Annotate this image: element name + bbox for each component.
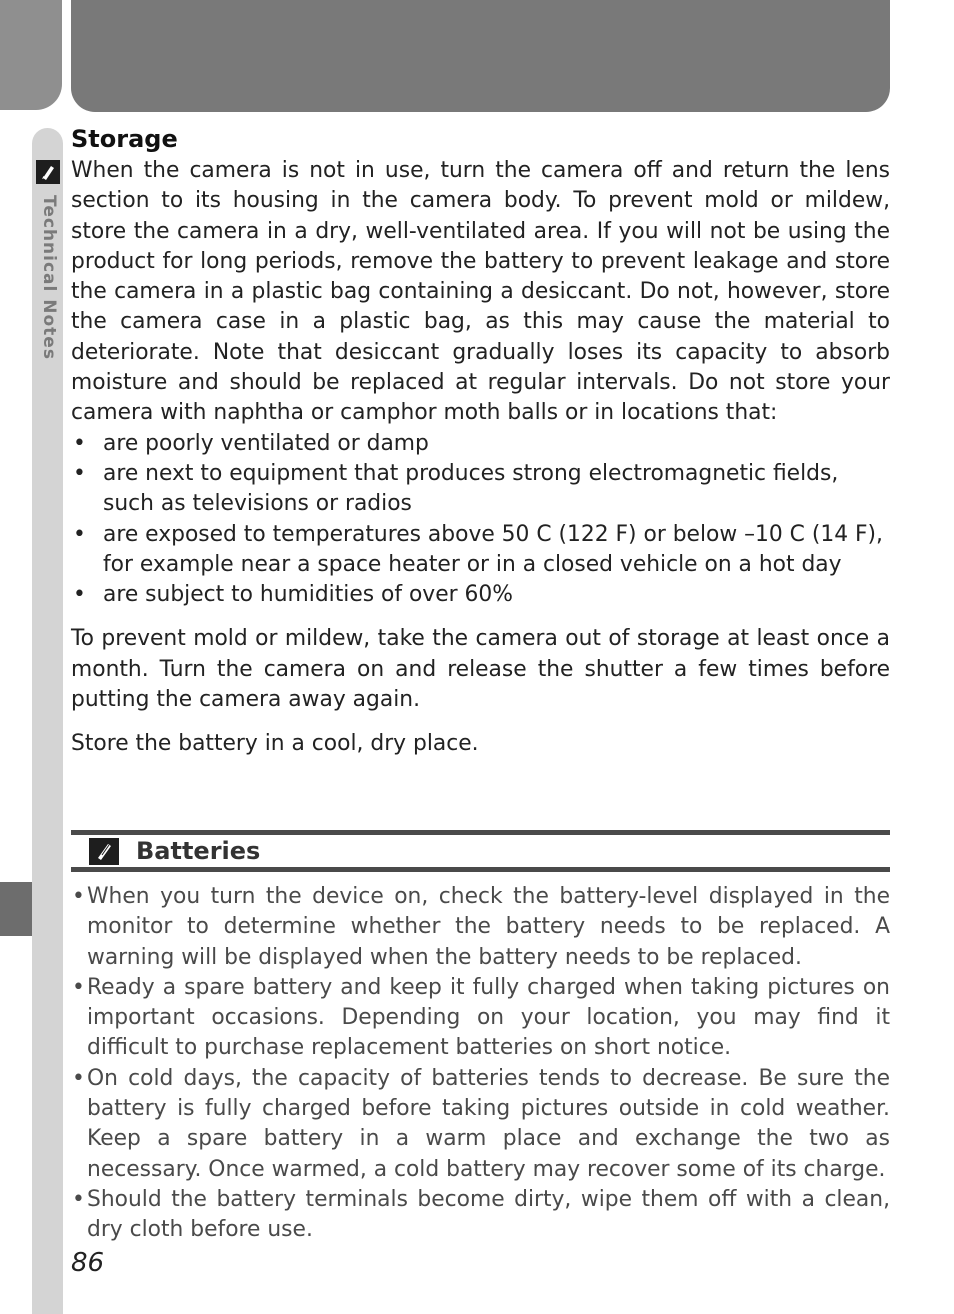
pencil-note-icon	[36, 160, 60, 184]
storage-paragraph-2: To prevent mold or mildew, take the camera out of storage at least once a month. Turn the camera on and release the shutter a few times before putting the camera away again.	[71, 626, 890, 713]
list-item: • are poorly ventilated or damp	[71, 429, 890, 459]
storage-title: Storage	[71, 125, 178, 153]
corner-tab	[0, 0, 62, 110]
batteries-header	[71, 830, 890, 872]
list-item: • When you turn the device on, check the battery-level displayed in the monitor to determine whether the battery needs to be replaced. A warning will be displayed when the battery needs to be replaced.	[71, 882, 890, 973]
storage-intro: When the camera is not in use, turn the camera off and return the lens section to its housing in the camera body. To prevent mold or mildew, store the camera in a dry, well-ventilated area. If you will not be using the product for long periods, remove the battery to prevent leakage and store the camera in a plastic bag containing a desiccant. Do not, however, store the camera case in a plastic bag, as this may cause the material to deteriorate. Note that desiccant gradually loses its capacity to absorb moisture and should be replaced at regular intervals. Do not store your camera with naphtha or camphor moth balls or in locations that:	[71, 158, 890, 426]
battery-notes-list	[71, 882, 890, 1246]
header-band	[71, 0, 890, 112]
list-item: • On cold days, the capacity of batteries tends to decrease. Be sure the battery is fully charged before taking pictures outside in cold weather. Keep a spare battery in a warm place and exchange the two as necessary. Once warmed, a cold battery may recover some of its charge.	[71, 1064, 890, 1185]
storage-paragraph-3: Store the battery in a cool, dry place.	[71, 731, 479, 757]
list-item: • Ready a spare battery and keep it fully charged when taking pictures on important occasions. Depending on your location, you may find it difficult to purchase replacement batteries on short notice.	[71, 973, 890, 1064]
list-item: • are next to equipment that produces strong electromagnetic fields, such as televisions or radios	[71, 459, 890, 520]
list-item: • Should the battery terminals become dirty, wipe them off with a clean, dry cloth before use.	[71, 1185, 890, 1246]
list-item: • are subject to humidities of over 60%	[71, 580, 890, 610]
storage-section	[71, 124, 890, 760]
batteries-title: Batteries	[136, 837, 261, 865]
list-item: • are exposed to temperatures above 50 C (122 F) or below –10 C (14 F), for example near a space heater or in a closed vehicle on a hot day	[71, 520, 890, 581]
section-marker	[0, 882, 32, 936]
storage-locations-list	[71, 429, 890, 611]
section-label: Technical Notes	[39, 195, 59, 360]
page-number: 86	[71, 1248, 105, 1278]
note-pencil-icon	[89, 838, 119, 865]
